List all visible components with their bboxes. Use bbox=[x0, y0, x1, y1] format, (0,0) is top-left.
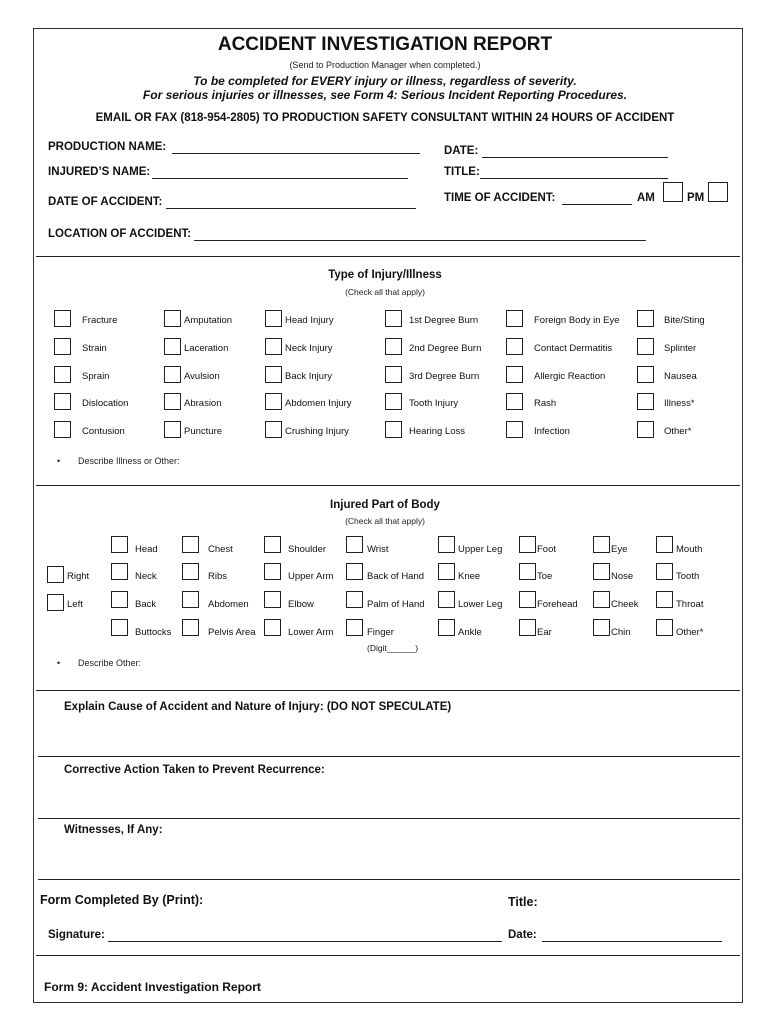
body-part-checkbox[interactable] bbox=[346, 619, 363, 636]
body-part-label: Ankle bbox=[458, 627, 482, 638]
body-part-label: Finger bbox=[367, 627, 394, 638]
send-note: (Send to Production Manager when completed.) bbox=[289, 60, 481, 70]
email-instruction: EMAIL OR FAX (818-954-2805) TO PRODUCTION SAFETY CONSULTANT WITHIN 24 HOURS OF ACCIDENT bbox=[95, 112, 675, 124]
injury-checkbox[interactable] bbox=[506, 310, 523, 327]
injury-checkbox[interactable] bbox=[506, 421, 523, 438]
body-part-checkbox[interactable] bbox=[656, 563, 673, 580]
corrective-answer-line[interactable] bbox=[38, 818, 740, 819]
body-part-label: Other* bbox=[676, 627, 704, 638]
injury-type-label: Rash bbox=[534, 398, 557, 409]
body-part-checkbox[interactable] bbox=[111, 591, 128, 608]
body-part-checkbox[interactable] bbox=[346, 563, 363, 580]
production-name-label: PRODUCTION NAME: bbox=[48, 141, 167, 153]
body-part-checkbox[interactable] bbox=[346, 591, 363, 608]
injury-type-label: Hearing Loss bbox=[409, 426, 465, 437]
title-field[interactable] bbox=[480, 178, 668, 179]
injury-type-label: Nausea bbox=[664, 371, 697, 382]
injury-type-label: Amputation bbox=[184, 315, 233, 326]
body-part-label: Foot bbox=[537, 544, 557, 555]
body-part-checkbox[interactable] bbox=[593, 591, 610, 608]
injury-type-label: Illness* bbox=[664, 398, 695, 409]
injury-type-subheading: (Check all that apply) bbox=[345, 287, 425, 297]
body-part-label: Ribs bbox=[208, 571, 228, 582]
injury-type-label: 3rd Degree Burn bbox=[409, 371, 480, 382]
location-field[interactable] bbox=[194, 240, 646, 241]
body-part-checkbox[interactable] bbox=[593, 563, 610, 580]
body-part-label: Nose bbox=[611, 571, 634, 582]
am-checkbox[interactable] bbox=[663, 182, 683, 202]
body-part-checkbox[interactable] bbox=[182, 536, 199, 553]
body-part-checkbox[interactable] bbox=[438, 619, 455, 636]
date-of-accident-label: DATE OF ACCIDENT: bbox=[48, 196, 163, 208]
body-part-label: Elbow bbox=[288, 599, 314, 610]
injury-type-label: Abrasion bbox=[184, 398, 222, 409]
body-part-label: Knee bbox=[458, 571, 481, 582]
time-of-accident-field[interactable] bbox=[562, 204, 632, 205]
body-part-checkbox[interactable] bbox=[111, 536, 128, 553]
body-side-checkbox[interactable] bbox=[47, 594, 64, 611]
body-part-checkbox[interactable] bbox=[182, 619, 199, 636]
signature-date-label: Date: bbox=[508, 929, 537, 941]
body-part-label: Wrist bbox=[367, 544, 389, 555]
injury-checkbox[interactable] bbox=[506, 393, 523, 410]
body-part-label: Head bbox=[135, 544, 158, 555]
injury-type-label: Infection bbox=[534, 426, 570, 437]
injury-checkbox[interactable] bbox=[385, 310, 402, 327]
injury-checkbox[interactable] bbox=[54, 310, 71, 327]
body-side-label: Right bbox=[67, 571, 90, 582]
body-side-label: Left bbox=[67, 599, 83, 610]
body-part-checkbox[interactable] bbox=[264, 619, 281, 636]
injury-checkbox[interactable] bbox=[164, 338, 181, 355]
body-part-checkbox[interactable] bbox=[438, 591, 455, 608]
body-part-label: Upper Arm bbox=[288, 571, 334, 582]
corrective-action-label: Corrective Action Taken to Prevent Recurrence: bbox=[64, 764, 325, 776]
body-part-checkbox[interactable] bbox=[264, 591, 281, 608]
body-part-label: Upper Leg bbox=[458, 544, 503, 555]
instruction-line-2: For serious injuries or illnesses, see Form 4: Serious Incident Reporting Procedures. bbox=[142, 88, 628, 102]
injury-checkbox[interactable] bbox=[385, 366, 402, 383]
injury-checkbox[interactable] bbox=[265, 393, 282, 410]
divider bbox=[36, 955, 740, 956]
body-part-heading: Injured Part of Body bbox=[330, 499, 440, 511]
body-part-checkbox[interactable] bbox=[438, 563, 455, 580]
injury-type-label: Tooth Injury bbox=[409, 398, 459, 409]
witnesses-answer-line[interactable] bbox=[38, 879, 740, 880]
injury-checkbox[interactable] bbox=[265, 338, 282, 355]
injury-type-label: Foreign Body in Eye bbox=[534, 315, 620, 326]
body-part-label: Buttocks bbox=[135, 627, 172, 638]
instruction-line-1: To be completed for EVERY injury or illness, regardless of severity. bbox=[193, 74, 577, 88]
injury-checkbox[interactable] bbox=[54, 366, 71, 383]
injury-checkbox[interactable] bbox=[265, 366, 282, 383]
body-part-checkbox[interactable] bbox=[519, 591, 536, 608]
body-part-checkbox[interactable] bbox=[111, 563, 128, 580]
body-part-checkbox[interactable] bbox=[264, 563, 281, 580]
injury-type-label: Fracture bbox=[82, 315, 118, 326]
divider bbox=[36, 485, 740, 486]
injury-type-label: Abdomen Injury bbox=[285, 398, 352, 409]
describe-illness-label: Describe Illness or Other: bbox=[78, 456, 180, 466]
body-part-label: Neck bbox=[135, 571, 157, 582]
title-label: TITLE: bbox=[444, 166, 480, 178]
injury-checkbox[interactable] bbox=[385, 393, 402, 410]
body-part-checkbox[interactable] bbox=[264, 536, 281, 553]
body-part-label: Forehead bbox=[537, 599, 578, 610]
injury-checkbox[interactable] bbox=[164, 310, 181, 327]
divider bbox=[36, 690, 740, 691]
body-part-checkbox[interactable] bbox=[656, 619, 673, 636]
injury-checkbox[interactable] bbox=[637, 310, 654, 327]
injury-checkbox[interactable] bbox=[164, 366, 181, 383]
injury-checkbox[interactable] bbox=[385, 421, 402, 438]
injury-type-label: Dislocation bbox=[82, 398, 129, 409]
injury-type-label: Avulsion bbox=[184, 371, 220, 382]
describe-other-label: Describe Other: bbox=[78, 658, 142, 668]
injury-checkbox[interactable] bbox=[54, 338, 71, 355]
body-part-checkbox[interactable] bbox=[656, 591, 673, 608]
injury-checkbox[interactable] bbox=[265, 421, 282, 438]
injury-type-label: Contact Dermatitis bbox=[534, 343, 613, 354]
location-label: LOCATION OF ACCIDENT: bbox=[48, 228, 192, 240]
signature-label: Signature: bbox=[48, 929, 105, 941]
signature-date-field[interactable] bbox=[542, 941, 722, 942]
injury-checkbox[interactable] bbox=[637, 366, 654, 383]
body-part-label: Mouth bbox=[676, 544, 703, 555]
body-part-checkbox[interactable] bbox=[519, 619, 536, 636]
body-part-checkbox[interactable] bbox=[182, 563, 199, 580]
time-of-accident-label: TIME OF ACCIDENT: bbox=[444, 192, 556, 204]
bullet-icon: • bbox=[57, 456, 61, 466]
pm-checkbox[interactable] bbox=[708, 182, 728, 202]
body-part-checkbox[interactable] bbox=[111, 619, 128, 636]
signature-field[interactable] bbox=[108, 941, 502, 942]
production-name-field[interactable] bbox=[172, 153, 420, 154]
injury-checkbox[interactable] bbox=[54, 421, 71, 438]
body-part-subheading: (Check all that apply) bbox=[345, 516, 425, 526]
body-part-label: Shoulder bbox=[288, 544, 327, 555]
am-label: AM bbox=[637, 192, 655, 204]
injury-checkbox[interactable] bbox=[506, 338, 523, 355]
injury-type-label: Crushing Injury bbox=[285, 426, 349, 437]
witnesses-label: Witnesses, If Any: bbox=[64, 824, 163, 836]
pm-label: PM bbox=[687, 192, 705, 204]
digit-note: (Digit______) bbox=[367, 643, 419, 653]
body-part-label: Tooth bbox=[676, 571, 700, 582]
injury-checkbox[interactable] bbox=[385, 338, 402, 355]
body-part-checkbox[interactable] bbox=[519, 536, 536, 553]
injury-checkbox[interactable] bbox=[265, 310, 282, 327]
injury-type-label: Back Injury bbox=[285, 371, 332, 382]
body-part-checkbox[interactable] bbox=[346, 536, 363, 553]
injury-type-heading: Type of Injury/Illness bbox=[328, 269, 442, 281]
body-part-label: Chin bbox=[611, 627, 631, 638]
date-label: DATE: bbox=[444, 145, 479, 157]
injury-checkbox[interactable] bbox=[164, 421, 181, 438]
injury-checkbox[interactable] bbox=[637, 338, 654, 355]
body-part-checkbox[interactable] bbox=[593, 536, 610, 553]
injury-type-label: 2nd Degree Burn bbox=[409, 343, 482, 354]
body-part-label: Toe bbox=[537, 571, 553, 582]
injured-name-label: INJURED’S NAME: bbox=[48, 166, 151, 178]
body-part-label: Ear bbox=[537, 627, 552, 638]
body-part-label: Chest bbox=[208, 544, 233, 555]
injury-type-label: 1st Degree Burn bbox=[409, 315, 479, 326]
bullet-icon: • bbox=[57, 658, 61, 668]
injury-checkbox[interactable] bbox=[637, 393, 654, 410]
injury-type-label: Head Injury bbox=[285, 315, 334, 326]
injury-type-label: Allergic Reaction bbox=[534, 371, 606, 382]
date-of-accident-field[interactable] bbox=[166, 208, 416, 209]
injury-type-label: Splinter bbox=[664, 343, 697, 354]
body-part-label: Lower Leg bbox=[458, 599, 503, 610]
cause-label: Explain Cause of Accident and Nature of Injury: (DO NOT SPECULATE) bbox=[64, 701, 452, 713]
body-part-checkbox[interactable] bbox=[438, 536, 455, 553]
body-part-checkbox[interactable] bbox=[656, 536, 673, 553]
injury-type-label: Puncture bbox=[184, 426, 223, 437]
injury-checkbox[interactable] bbox=[637, 421, 654, 438]
body-part-checkbox[interactable] bbox=[519, 563, 536, 580]
body-part-label: Palm of Hand bbox=[367, 599, 425, 610]
body-part-label: Cheek bbox=[611, 599, 639, 610]
injury-type-label: Neck Injury bbox=[285, 343, 333, 354]
injury-type-label: Laceration bbox=[184, 343, 229, 354]
body-part-label: Throat bbox=[676, 599, 704, 610]
injury-type-label: Sprain bbox=[82, 371, 110, 382]
body-part-label: Pelvis Area bbox=[208, 627, 256, 638]
page-title: ACCIDENT INVESTIGATION REPORT bbox=[217, 34, 553, 55]
injury-type-label: Strain bbox=[82, 343, 107, 354]
completed-title-label: Title: bbox=[508, 895, 538, 909]
body-part-checkbox[interactable] bbox=[182, 591, 199, 608]
body-part-label: Back bbox=[135, 599, 157, 610]
injury-type-label: Contusion bbox=[82, 426, 125, 437]
injury-checkbox[interactable] bbox=[506, 366, 523, 383]
body-part-checkbox[interactable] bbox=[593, 619, 610, 636]
completed-by-label: Form Completed By (Print): bbox=[40, 893, 204, 907]
injury-type-label: Bite/Sting bbox=[664, 315, 705, 326]
body-side-checkbox[interactable] bbox=[47, 566, 64, 583]
injury-checkbox[interactable] bbox=[54, 393, 71, 410]
injury-type-label: Other* bbox=[664, 426, 692, 437]
body-part-label: Abdomen bbox=[208, 599, 249, 610]
injured-name-field[interactable] bbox=[152, 178, 408, 179]
body-part-label: Back of Hand bbox=[367, 571, 425, 582]
date-field[interactable] bbox=[482, 157, 668, 158]
cause-answer-line[interactable] bbox=[38, 756, 740, 757]
divider bbox=[36, 256, 740, 257]
body-part-label: Lower Arm bbox=[288, 627, 334, 638]
form-footer: Form 9: Accident Investigation Report bbox=[44, 980, 261, 994]
injury-checkbox[interactable] bbox=[164, 393, 181, 410]
body-part-label: Eye bbox=[611, 544, 628, 555]
